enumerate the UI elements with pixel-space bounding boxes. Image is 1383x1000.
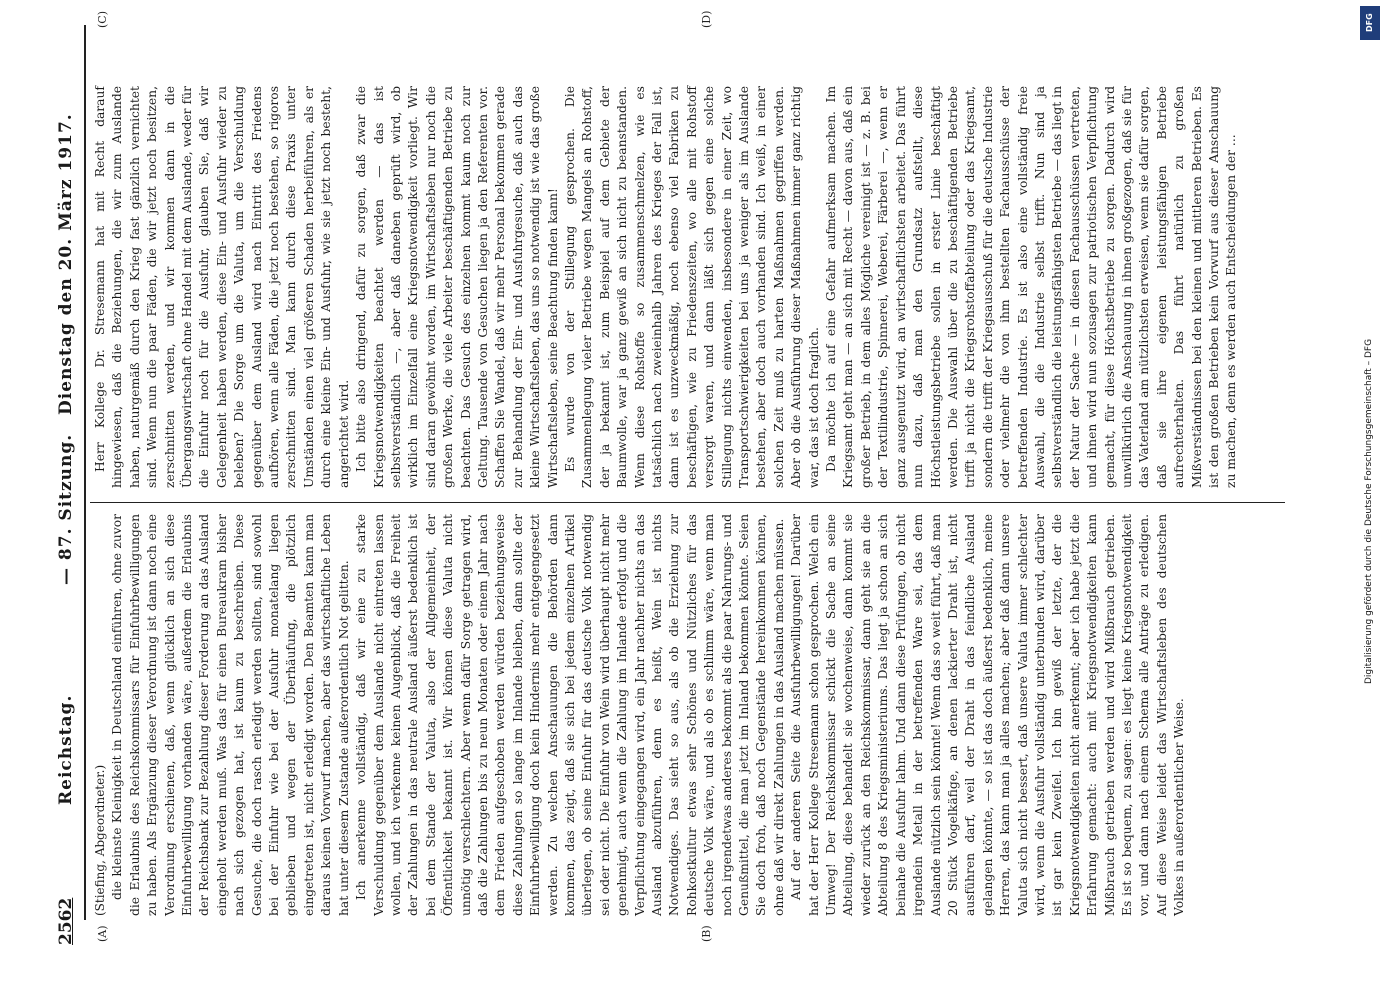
margin-marker-d: (D) [700, 10, 713, 28]
paragraph: Da möchte ich auf eine Gefahr aufmerksam machen. Im Kriegsamt geht man — an sich mit Recht — davon aus, daß ein großer Betrieb, in dem alles Mögliche vereinigt ist — z. B. bei der Textilindustrie, Spinnerei, Weberei, Färberei —, wenn er ganz ausgenutzt wird, an wirtschaftlichsten arbeitet. Das führt nun dazu, daß man den Grundsatz aufstellt, diese Höchstleistungsbetriebe sollen in erster Linie beschäftigt werden. Die Auswahl über die zu beschäftigenden Betriebe trifft ja nicht die Kriegsrohstoffabteilung oder das Kriegsamt, sondern die trifft der Kriegsausschuß für die deutsche Industrie oder vielmehr die von ihm bestellten Fachausschüsse der betreffenden Industrie. Es ist also eine vollständig freie Auswahl, die die Industrie selbst trifft. Nun sind ja selbstverständlich die leistungsfähigsten Betriebe — das liegt in der Natur der Sache — in diesen Fachausschüssen vertreten, und ihnen wird nun sozusagen zur patriotischen Verpflichtung gemacht, für diese Höchstbetriebe zu sorgen. Dadurch wird unwillkürlich die Anschauung in ihnen großgezogen, daß sie für das Vaterland am nützlichsten erweisen, wenn sie dafür sorgen, daß sie ihre eigenen leistungsfähigen Betriebe aufrechterhalten. Das führt natürlich zu großen Mißverständnissen bei den kleinen und mittleren Betrieben. Es ist den großen Betrieben kein Vorwurf aus dieser Anschauung zu machen, denn es werden auch Entscheidungen der ... [824, 86, 1239, 488]
paragraph: Ich anerkenne vollständig, daß wir eine zu starke Verschuldung gegenüber dem Auslande nicht eintreten lassen wollen, und ich verkenne keinen Augenblick, daß die Freiheit der Zahlungen in das neutrale Ausland äußerst bedenklich ist bei dem Stande der Valuta, also der Allgemeinheit, der Öffentlichkeit bekannt ist. Wir können diese Valuta nicht unnötig verschlechtern. Aber wenn dafür Sorge getragen wird, daß die Zahlungen bis zu neun Monaten oder einem Jahr nach dem Frieden aufgeschoben werden würden beziehungsweise diese Zahlungen so lange im Inlande bleiben, dann sollte der Einfuhrbewilligung doch kein Hindernis mehr entgegengesetzt werden. Zu welchen Anschauungen die Behörden dann kommen, das zeigt, daß sie sich bei jedem einzelnen Artikel überlegen, ob seine Einfuhr für das deutsche Volk notwendig sei oder nicht. Die Einfuhr von Wein wird überhaupt nicht mehr genehmigt, auch wenn die Zahlung im Inlande erfolgt und die Verpflichtung eingegangen wird, ein Jahr nachher nichts an das Ausland abzuführen, denn es heißt, Wein ist nichts Notwendiges. Das sieht so aus, als ob die Erziehung zur Rohkostkultur etwas sehr Schönes und Nützliches für das deutsche Volk wäre, und als ob es schlimm wäre, wenn man noch irgendetwas anderes bekommt als die paar Nahrungs- und Genußmittel, die man jetzt im Inland bekommen könnte. Seien Sie doch froh, daß noch Gegenstände hereinkommen können, ohne daß wir direkt Zahlungen in das Ausland machen müssen. [354, 514, 786, 916]
digitization-credit: Digitalisierung gefördert durch die Deutsche Forschungsgemeinschaft – DFG [1364, 338, 1374, 684]
left-column [92, 514, 1189, 916]
column-divider [90, 502, 1285, 503]
paragraph: Ich bitte also dringend, dafür zu sorgen, daß zwar die Kriegsnotwendigkeiten beachtet werden — das ist selbstverständlich —, aber daß daneben geprüft wird, ob wirklich im Einzelfall eine Kriegsnotwendigkeit vorliegt. Wir sind daran gewöhnt worden, im Wirtschaftsleben nur noch die großen Werke, die viele Arbeiter beschäftigenden Betriebe zu beachten. Das Gesuch des einzelnen kommt kaum noch zur Geltung. Tausende von Gesuchen liegen ja den Referenten vor. Schaffen Sie Wandel, daß wir mehr Personal bekommen gerade zur Behandlung der Ein- und Ausfuhrgesuche, daß auch das kleine Wirtschaftsleben, das uns so notwendig ist wie das große Wirtschaftsleben, seine Beachtung finden kann! [354, 86, 560, 488]
dfg-logo-icon: DFG [1360, 6, 1380, 40]
page-number: 2562 [56, 897, 76, 945]
paragraph: Es wurde von der Stillegung gesprochen. Die Zusammenlegung vieler Betriebe wegen Mangels an Rohstoff, der ja bekannt ist, zum Beispiel auf dem Gebiete der Baumwolle, war ja ganz gewiß an sich nicht zu beanstanden. Wenn diese Rohstoffe so zusammenschmelzen, wie es tatsächlich nach zweieinhalb Jahren des Krieges der Fall ist, dann ist es unzweckmäßig, noch ebenso viel Fabriken zu beschäftigen, wie zu Friedenszeiten, wo alle mit Rohstoff versorgt waren, und dann läßt sich gegen eine solche Stillegung nichts einwenden, insbesondere in einer Zeit, wo Transportschwierigkeiten bei uns ja weniger als im Auslande bestehen, aber doch auch vorhanden sind. Ich weiß, in einer solchen Zeit muß zu harten Maßnahmen gegriffen werden. Aber ob die Ausführung dieser Maßnahmen immer ganz richtig war, das ist doch fraglich. [562, 86, 821, 488]
header-rule [84, 25, 86, 920]
margin-marker-b: (B) [700, 925, 713, 942]
header-date: Dienstag den 20. März 1917. [56, 113, 76, 415]
header-title: Reichstag. [56, 694, 76, 805]
header-session: — 87. Sitzung. [56, 433, 76, 585]
speaker-label: (Stiefing, Abgeordneter.) [93, 764, 107, 916]
right-column [92, 86, 1241, 488]
paragraph: Herr Kollege Dr. Stresemann hat mit Recht darauf hingewiesen, daß die Beziehungen, die wir zum Auslande haben, naturgemäß durch den Krieg fast gänzlich vernichtet sind. Wenn nun die paar Fäden, die wir jetzt noch besitzen, zerschnitten werden, und wir kommen dann in die Übergangswirtschaft ohne Handel mit dem Auslande, weder für die Einfuhr noch für die Ausfuhr, glauben Sie, daß wir Gelegenheit haben werden, diese Ein- und Ausfuhr wieder zu beleben? Die Sorge um die Valuta, um die Verschuldung gegenüber dem Ausland wird nach Eintritt des Friedens aufhören, wenn alle Fäden, die jetzt noch bestehen, so rigoros zerschnitten sind. Man kann durch diese Praxis unter Umständen einen viel größeren Schaden herbeiführen, als er durch eine kleine Ein- und Ausfuhr, wie sie jetzt noch besteht, angerichtet wird. [93, 86, 351, 488]
paragraph: Auf der anderen Seite die Ausfuhrbewilligungen! Darüber hat der Herr Kollege Stresemann schon gesprochen. Welch ein Umweg! Der Reichskommissar schickt die Sache an seine Abteilung, diese behandelt sie wochenweise, dann kommt sie wieder zurück an den Reichskommissar, dann geht sie an die Abteilung 8 des Kriegsministeriums. Das liegt ja schon an sich beinahe die Ausfuhr lahm. Und dann diese Prüfungen, ob nicht irgendein Metall in der betreffenden Ware sei, das dem Auslande nützlich sein könnte! Wenn das so weit führt, daß man 20 Stück Vogelkäfige, an denen lackierter Draht ist, nicht ausführen darf, weil der Draht in das feindliche Ausland gelangen könnte, — so ist das doch äußerst bedenklich, meine Herren, das kann man ja alles machen; aber daß dann unsere Valuta sich nicht bessert, daß unsere Valuta immer schlechter wird, wenn die Ausfuhr vollständig unterbunden wird, darüber ist gar kein Zweifel. Ich bin gewiß der letzte, der die Kriegsnotwendigkeiten nicht anerkennt; aber ich habe jetzt die Erfahrung gemacht: auch mit Kriegsnotwendigkeiten kann Mißbrauch getrieben werden und wird Mißbrauch getrieben. Es ist so bequem, zu sagen: es liegt keine Kriegsnotwendigkeit vor, und dann nach einem Schema alle Anträge zu erledigen. Auf diese Weise leidet das Wirtschaftsleben des deutschen Volkes in außerordentlicher Weise. [789, 514, 1187, 916]
margin-marker-c: (C) [96, 11, 109, 28]
paragraph: die kleinste Kleinigkeit in Deutschland einführen, ohne zuvor die Erlaubnis des Reichskommissars für Einfuhrbewilligungen zu haben. Als Ergänzung dieser Verordnung ist dann noch eine Verordnung erschienen, daß, wenn glücklich an sich diese Einfuhrbewilligung vorhanden wäre, außerdem die Erlaubnis der Reichsbank zur Bezahlung dieser Forderung an das Ausland eingeholt werden muß. Was das für einen Bureaukram bisher nach sich gezogen hat, ist kaum zu beschreiben. Diese Gesuche, die doch rasch erledigt werden sollten, sind sowohl bei der Einfuhr wie bei der Ausfuhr monatelang liegen geblieben und wegen der Überhäufung, die plötzlich eingetreten ist, nicht erledigt worden. Den Beamten kann man daraus keinen Vorwurf machen, aber das wirtschaftliche Leben hat unter diesem Zustande außerordentlich Not gelitten. [110, 514, 351, 916]
margin-marker-a: (A) [96, 925, 109, 942]
page-header [52, 20, 82, 945]
